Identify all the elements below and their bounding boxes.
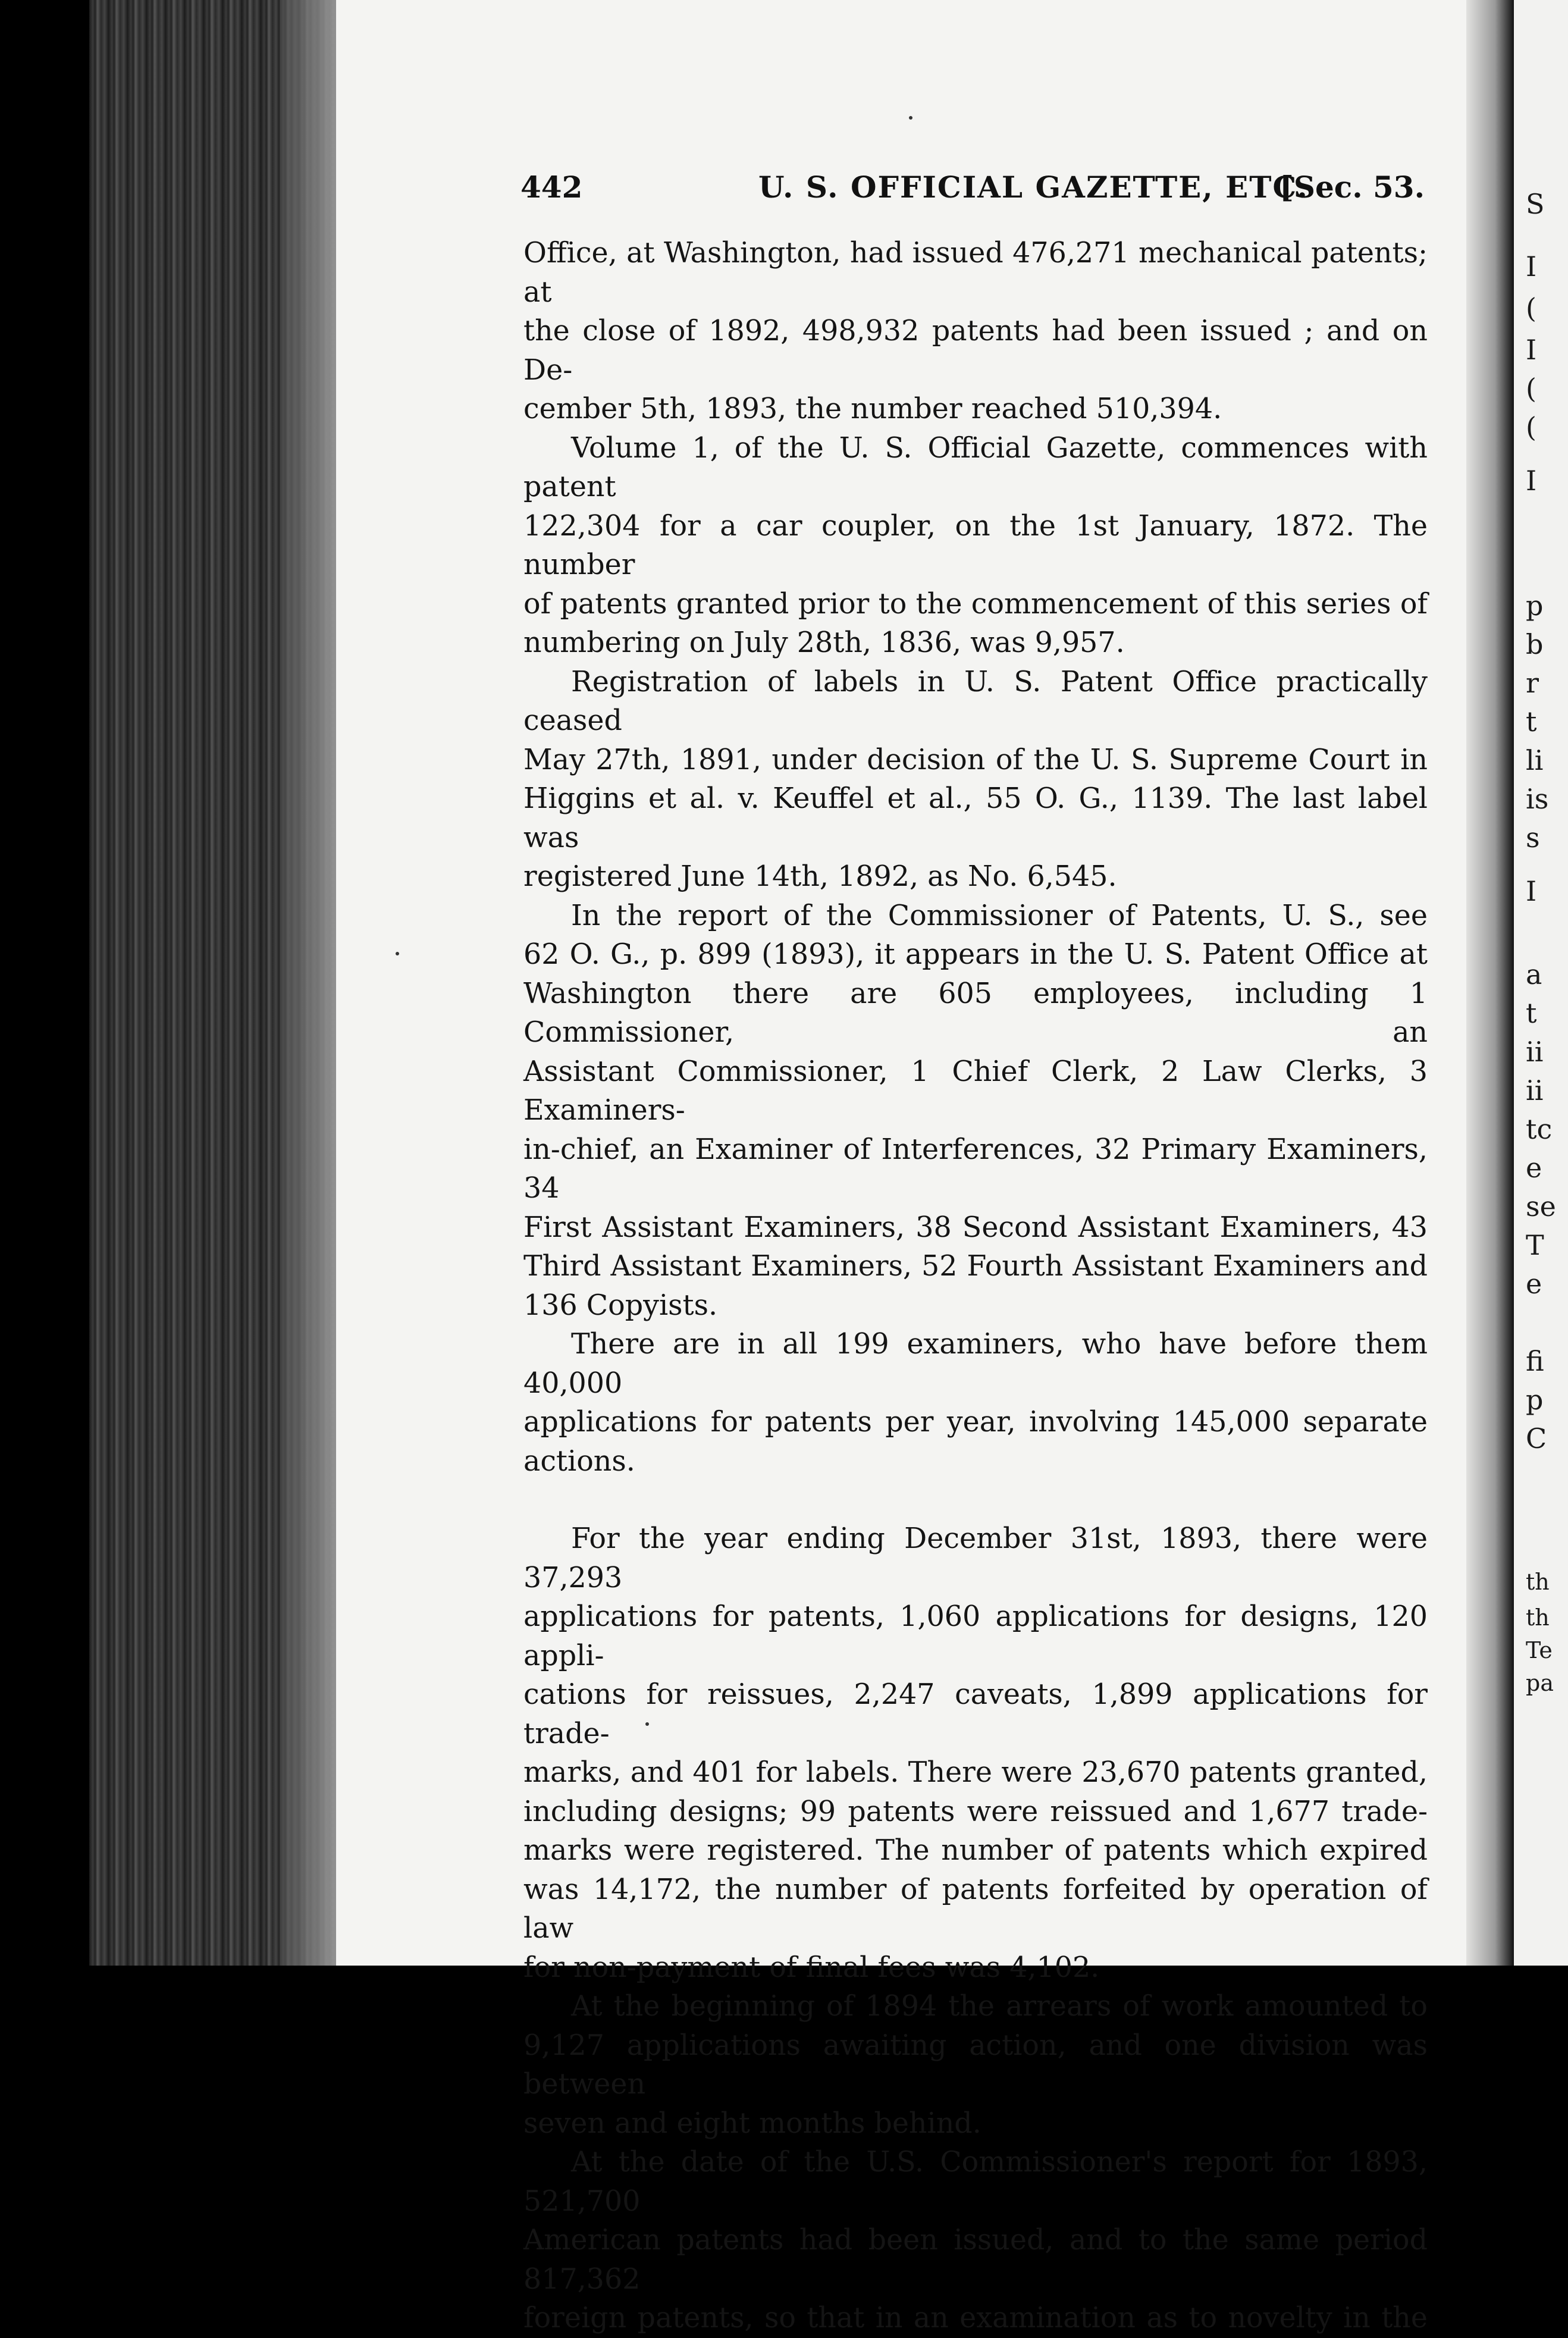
- facing-fragment: t: [1526, 997, 1537, 1029]
- facing-fragment: e: [1526, 1152, 1542, 1184]
- facing-fragment: r: [1526, 667, 1539, 699]
- facing-fragment: th: [1526, 1569, 1550, 1595]
- text-line: First Assistant Examiners, 38 Second Assistant Examiners, 43: [523, 1211, 1428, 1244]
- facing-fragment: b: [1526, 628, 1544, 660]
- text-line: including designs; 99 patents were reissued and 1,677 trade-: [523, 1795, 1428, 1828]
- facing-fragment: (: [1526, 292, 1536, 324]
- facing-fragment: Te: [1526, 1637, 1553, 1663]
- facing-fragment: e: [1526, 1268, 1542, 1300]
- text-line: Registration of labels in U. S. Patent Office practically ceased: [523, 665, 1428, 737]
- facing-fragment: T: [1526, 1229, 1544, 1261]
- text-line: Third Assistant Examiners, 52 Fourth Assistant Examiners and: [523, 1250, 1428, 1283]
- facing-fragment: t: [1526, 706, 1537, 738]
- facing-fragment: I: [1526, 465, 1537, 497]
- facing-fragment: fi: [1526, 1345, 1544, 1377]
- facing-fragment: I: [1526, 334, 1537, 366]
- text-line: was 14,172, the number of patents forfeited by operation of law: [523, 1873, 1428, 1945]
- text-line: Higgins et al. v. Keuffel et al., 55 O. G., 1139. The last label was: [523, 782, 1428, 854]
- text-line: Volume 1, of the U. S. Official Gazette, commences with patent: [523, 431, 1428, 503]
- facing-fragment: th: [1526, 1604, 1550, 1631]
- facing-fragment: is: [1526, 783, 1549, 815]
- text-line: American patents had been issued, and to the same period 817,362: [523, 2224, 1428, 2296]
- paragraph: [523, 663, 1428, 897]
- text-line: cember 5th, 1893, the number reached 510,394.: [523, 393, 1222, 425]
- section-marker: [Sec. 53.: [1280, 170, 1425, 205]
- facing-fragment: I: [1526, 875, 1537, 907]
- text-line: foreign patents, so that in an examination as to novelty in the: [523, 2302, 1428, 2334]
- facing-fragment: tc: [1526, 1113, 1553, 1145]
- text-line: 62 O. G., p. 899 (1893), it appears in the U. S. Patent Office at: [523, 938, 1428, 971]
- facing-fragment: (: [1526, 411, 1536, 443]
- text-line: applications for patents, 1,060 applications for designs, 120 appli-: [523, 1600, 1428, 1672]
- paragraph: [523, 234, 1428, 429]
- print-speck: [396, 952, 399, 955]
- text-line: At the date of the U.S. Commissioner's report for 1893, 521,700: [523, 2146, 1428, 2218]
- facing-fragment: p: [1526, 590, 1544, 622]
- facing-fragment: ii: [1526, 1074, 1544, 1107]
- text-line: 122,304 for a car coupler, on the 1st January, 1872. The number: [523, 509, 1428, 581]
- text-line: May 27th, 1891, under decision of the U. S. Supreme Court in: [523, 743, 1428, 776]
- text-line: seven and eight months behind.: [523, 2107, 981, 2140]
- paragraph: [523, 897, 1428, 1325]
- page-edge-shading: [280, 0, 339, 1966]
- running-title: U. S. OFFICIAL GAZETTE, ETC.: [758, 170, 1309, 205]
- body-text: [523, 234, 1428, 2338]
- facing-fragment: s: [1526, 822, 1540, 854]
- print-speck: [645, 1722, 649, 1726]
- print-speck: [909, 116, 912, 120]
- text-line: marks were registered. The number of patents which expired: [523, 1834, 1428, 1867]
- facing-fragment: ii: [1526, 1036, 1544, 1068]
- facing-fragment: pa: [1526, 1670, 1554, 1696]
- text-line: 136 Copyists.: [523, 1289, 718, 1322]
- facing-fragment: S: [1526, 188, 1545, 220]
- text-line: Washington there are 605 employees, including 1 Commissioner, an: [523, 977, 1428, 1049]
- paragraph: [523, 1987, 1428, 2143]
- running-head: [520, 170, 1425, 211]
- text-line: of patents granted prior to the commencement of this series of: [523, 587, 1428, 620]
- paragraph: [523, 429, 1428, 663]
- facing-fragment: se: [1526, 1190, 1556, 1223]
- paragraph: [523, 2143, 1428, 2338]
- text-line: in-chief, an Examiner of Interferences, 32 Primary Examiners, 34: [523, 1133, 1428, 1205]
- text-line: applications for patents per year, involving 145,000 separate: [523, 1406, 1428, 1438]
- book-gutter: [1466, 0, 1514, 1966]
- text-line: For the year ending December 31st, 1893, there were 37,293: [523, 1522, 1428, 1594]
- text-line: marks, and 401 for labels. There were 23,670 patents granted,: [523, 1756, 1428, 1789]
- text-line: In the report of the Commissioner of Patents, U. S., see: [571, 899, 1428, 932]
- text-line: Office, at Washington, had issued 476,271 mechanical patents; at: [523, 237, 1428, 309]
- facing-page: [1514, 0, 1568, 1966]
- text-line: registered June 14th, 1892, as No. 6,545.: [523, 860, 1117, 893]
- text-line: for non-payment of final fees was 4,102.: [523, 1951, 1100, 1984]
- facing-fragment: C: [1526, 1422, 1547, 1455]
- facing-fragment: li: [1526, 744, 1544, 776]
- text-line: At the beginning of 1894 the arrears of work amounted to: [571, 1990, 1428, 2023]
- text-line: There are in all 199 examiners, who have before them 40,000: [523, 1328, 1428, 1400]
- text-line: cations for reissues, 2,247 caveats, 1,899 applications for trade-: [523, 1678, 1428, 1750]
- facing-fragment: a: [1526, 958, 1542, 991]
- text-line: numbering on July 28th, 1836, was 9,957.: [523, 626, 1125, 659]
- facing-fragment: p: [1526, 1384, 1544, 1416]
- facing-fragment: (: [1526, 372, 1536, 405]
- text-line: the close of 1892, 498,932 patents had been issued ; and on De-: [523, 315, 1428, 387]
- page-number: 442: [520, 170, 583, 205]
- text-line: actions.: [523, 1444, 635, 1478]
- text-line: 9,127 applications awaiting action, and one division was between: [523, 2029, 1428, 2101]
- paragraph: [523, 1325, 1428, 1481]
- facing-fragment: I: [1526, 250, 1537, 283]
- text-line: Assistant Commissioner, 1 Chief Clerk, 2 Law Clerks, 3 Examiners-: [523, 1055, 1428, 1127]
- paragraph: [523, 1519, 1428, 1987]
